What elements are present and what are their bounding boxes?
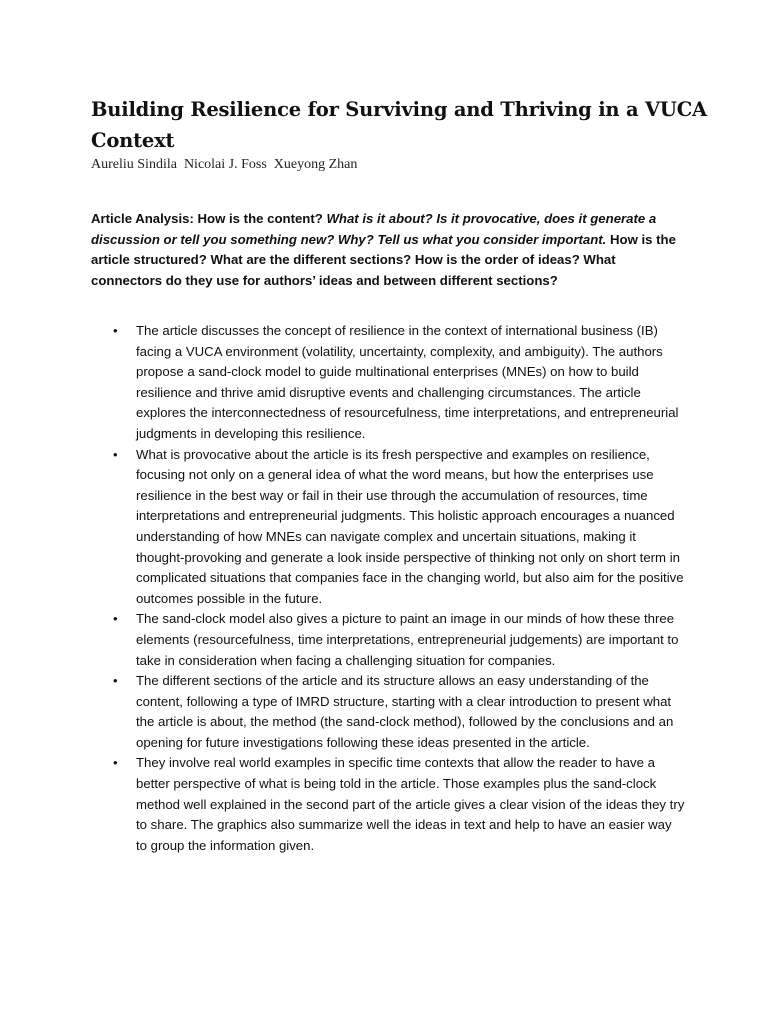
list-item bbox=[91, 753, 685, 856]
bullet-icon: • bbox=[113, 323, 118, 338]
list-item-text: What is provocative about the article is its fresh perspective and examples on resilience, focusing not only on a general idea of what the word means, but how the enterprises use resilience in the best way or fail in their use through the accumulation of resources, time interpretations and entrepreneurial judgments. This holistic approach encourages a nuanced understanding of how MNEs can navigate complex and uncertain situations, making it thought-provoking and generate a look inside perspective of thinking not only on short term in complicated situations that companies face in the changing world, but also aim for the positive outcomes possible in the future. bbox=[136, 446, 684, 606]
list-item bbox=[91, 609, 685, 671]
author-name: Xueyong Zhan bbox=[273, 157, 358, 172]
bullet-icon: • bbox=[113, 446, 118, 462]
question-lead: Article Analysis: How is the content? bbox=[91, 211, 327, 226]
author-name: Aureliu Sindila bbox=[91, 157, 177, 172]
document-title: Building Resilience for Surviving and Thriving in a VUCA Context bbox=[91, 98, 707, 152]
analysis-question bbox=[91, 209, 681, 291]
bullet-icon: • bbox=[113, 611, 118, 627]
author-name: Nicolai J. Foss bbox=[183, 157, 267, 172]
list-item-text: They involve real world examples in specific time contexts that allow the reader to have a better perspective of what is being told in the article. Those examples plus the sand-clock method well explained in the second part of the article gives a clear vision of the ideas they try to share. The graphics also summarize well the ideas in text and help to have an easier way to group the information given. bbox=[136, 755, 685, 853]
bullet-icon: • bbox=[113, 755, 118, 771]
list-item bbox=[91, 445, 685, 610]
bullet-icon: • bbox=[113, 673, 118, 689]
list-item bbox=[91, 671, 685, 753]
question-tail: How is the article structured? What are the different sections? How is the order of ideas? What connectors do they use for authors’ ideas and between different sections? bbox=[91, 231, 676, 288]
list-item-text: The article discusses the concept of resilience in the context of international business (IB) facing a VUCA environment (volatility, uncertainty, complexity, and ambiguity). The authors propose a sand-clock model to guide multinational enterprises (MNEs) on how to build resilience and thrive amid disruptive events and challenging circumstances. The article explores the interconnectedness of resourcefulness, time interpretations, and entrepreneurial judgments in developing this resilience. bbox=[136, 323, 679, 441]
author-list bbox=[91, 156, 357, 174]
list-item-text: The different sections of the article and its structure allows an easy understanding of the content, following a type of IMRD structure, starting with a clear introduction to present what the article is about, the method (the sand-clock method), followed by the conclusions and an opening for future investigations following these ideas presented in the article. bbox=[136, 673, 674, 750]
question-italic: What is it about? Is it provocative, does it generate a discussion or tell you something new? Why? Tell us what you consider important. bbox=[91, 211, 657, 247]
analysis-bullet-list bbox=[91, 321, 685, 856]
list-item-text: The sand-clock model also gives a picture to paint an image in our minds of how these three elements (resourcefulness, time interpretations, entrepreneurial judgements) are important to take in consideration when facing a challenging situation for companies. bbox=[136, 611, 679, 668]
list-item bbox=[91, 321, 685, 445]
